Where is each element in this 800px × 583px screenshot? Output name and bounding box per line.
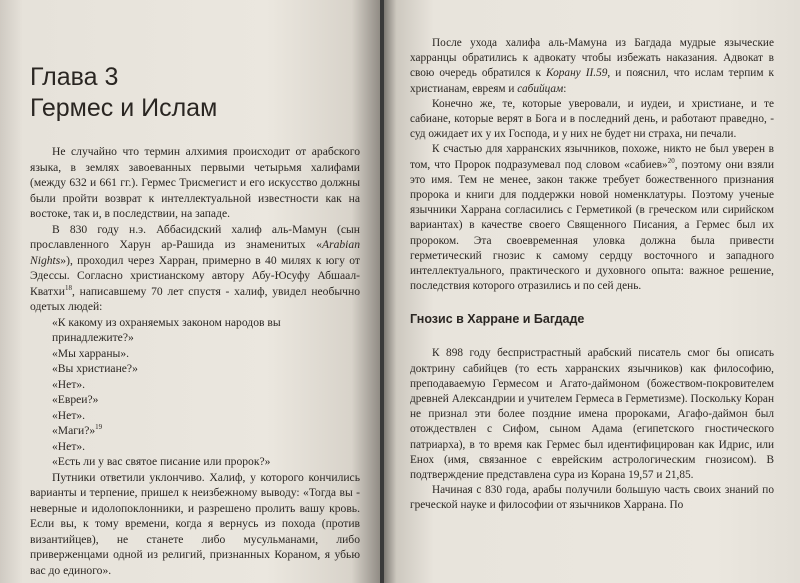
- dialogue-line: «Маги?»$^{19}$: [52, 423, 103, 437]
- paragraph: К счастью для харранских язычников, похоже, никто не был уверен в том, что Пророк подразумевал под словом «сабиев»$^{20}$, поэтому они взяли это имя. Тем не менее, закон также требует божественного признания пророка и книги для поддержки новой номенклатуры. Поэтому ученые язычники Харрана согласились с Герметикой (в греческом или сирийском вариантах) в качестве своего Священного Писания, а Гермес был их пророком. Эта своевременная уловка должна была привести герметический гнозис к самому сердцу восточного и западного интеллектуального, практического и духовного опыта: важное решение, последствия которого отразились и по сей день.: [410, 143, 774, 293]
- paragraph: Начиная с 830 года, арабы получили большую часть своих знаний по греческой науке и философии от язычников Харрана. По: [410, 484, 774, 512]
- dialogue-line: «Мы харраны».: [52, 346, 130, 360]
- paragraph: После ухода халифа аль-Мамуна из Багдада мудрые языческие харранцы обратились к адвокату чтобы избежать наказания. Адвокат в свою очередь обратился к Корану II.59, и пояснил, что ислам терпим к христианам, евреям и сабийцам:: [410, 37, 774, 95]
- dialogue-line: «Нет».: [52, 408, 86, 422]
- footnote-ref: 20: [667, 156, 675, 165]
- paragraph: Путники ответили уклончиво. Халиф, у которого кончились варианты и терпение, пришел к неизбежному выводу: «Тогда вы - неверные и идолопоклонники, и разрешено пролить вашу кровь. Если вы, к тому времени, когда я вернусь из похода (против византийцев), не станете либо мусульманами, либо приверженцами одной из религий, признанных Кораном, я убью вас до единого».: [30, 470, 360, 577]
- dialogue-line: «Есть ли у вас святое писание или пророк?»: [52, 455, 271, 468]
- paragraph: Не случайно что термин алхимия происходит от арабского языка, в землях завоеванных первыми четырьмя халифами (между 632 и 661 гг.). Гермес Трисмегист и его искусство должны были пройти возврат к интеллектуальной известности как на востоке, так и, в последствии, на западе.: [30, 145, 360, 220]
- dialogue-line: «К какому из охраняемых законом народов вы принадлежите?»: [52, 315, 281, 344]
- footnote-ref: 19: [95, 423, 103, 432]
- quote: Конечно же, те, которые уверовали, и иудеи, и христиане, и те сабиане, которые верят в Бога и в последний день, и работают праведно, - суд ожидает их у их Господа, и у них не будет ни страха, ни печали.: [410, 97, 774, 141]
- footnote-ref: 18: [64, 283, 72, 292]
- dialogue-line: «Нет».: [52, 439, 86, 453]
- left-page: [0, 0, 382, 583]
- chapter-title: Гермес и Ислам: [30, 94, 218, 122]
- chapter-label: Глава 3: [30, 63, 119, 91]
- dialogue-line: «Вы христиане?»: [52, 362, 138, 375]
- section-heading: Гнозис в Харране и Багдаде: [410, 312, 585, 327]
- dialogue: [52, 315, 360, 470]
- paragraph: В 830 году н.э. Аббасидский халиф аль-Мамун (сын прославленного Харун ар-Рашида из знаменитых «Arabian Nights»), проходил через Харран, примерно в 40 милях к югу от Эдессы. Согласно христианскому автору Абу-Юсуфу Абшаал-Кватхи$^{18}$, написавшему 70 лет спустя - халиф, увидел необычно одетых людей:: [30, 222, 360, 313]
- dialogue-line: «Нет».: [52, 377, 86, 391]
- paragraph: К 898 году беспристрастный арабский писатель смог бы описать доктрину сабийцев (то есть харранских язычников) как философию, преподаваемую Гермесом и Агато-даймоном (божеством-покровителем древней Александрии и учителем Гермеса в Герметизме). Поскольку Коран не признал эти более поздние имена пророками, Агафо-даймон был отождествлен с Сифом, сыном Адама (египетского гностического патриарха), в то время как Гермес был идентифицирован как Идрис, или Енох (имя, связанное с еврейским астрологическим гнозисом). В подтверждение представлена сура из Корана 19,57 и 21,85.: [410, 347, 774, 482]
- right-page: [384, 0, 800, 583]
- dialogue-line: «Евреи?»: [52, 393, 99, 406]
